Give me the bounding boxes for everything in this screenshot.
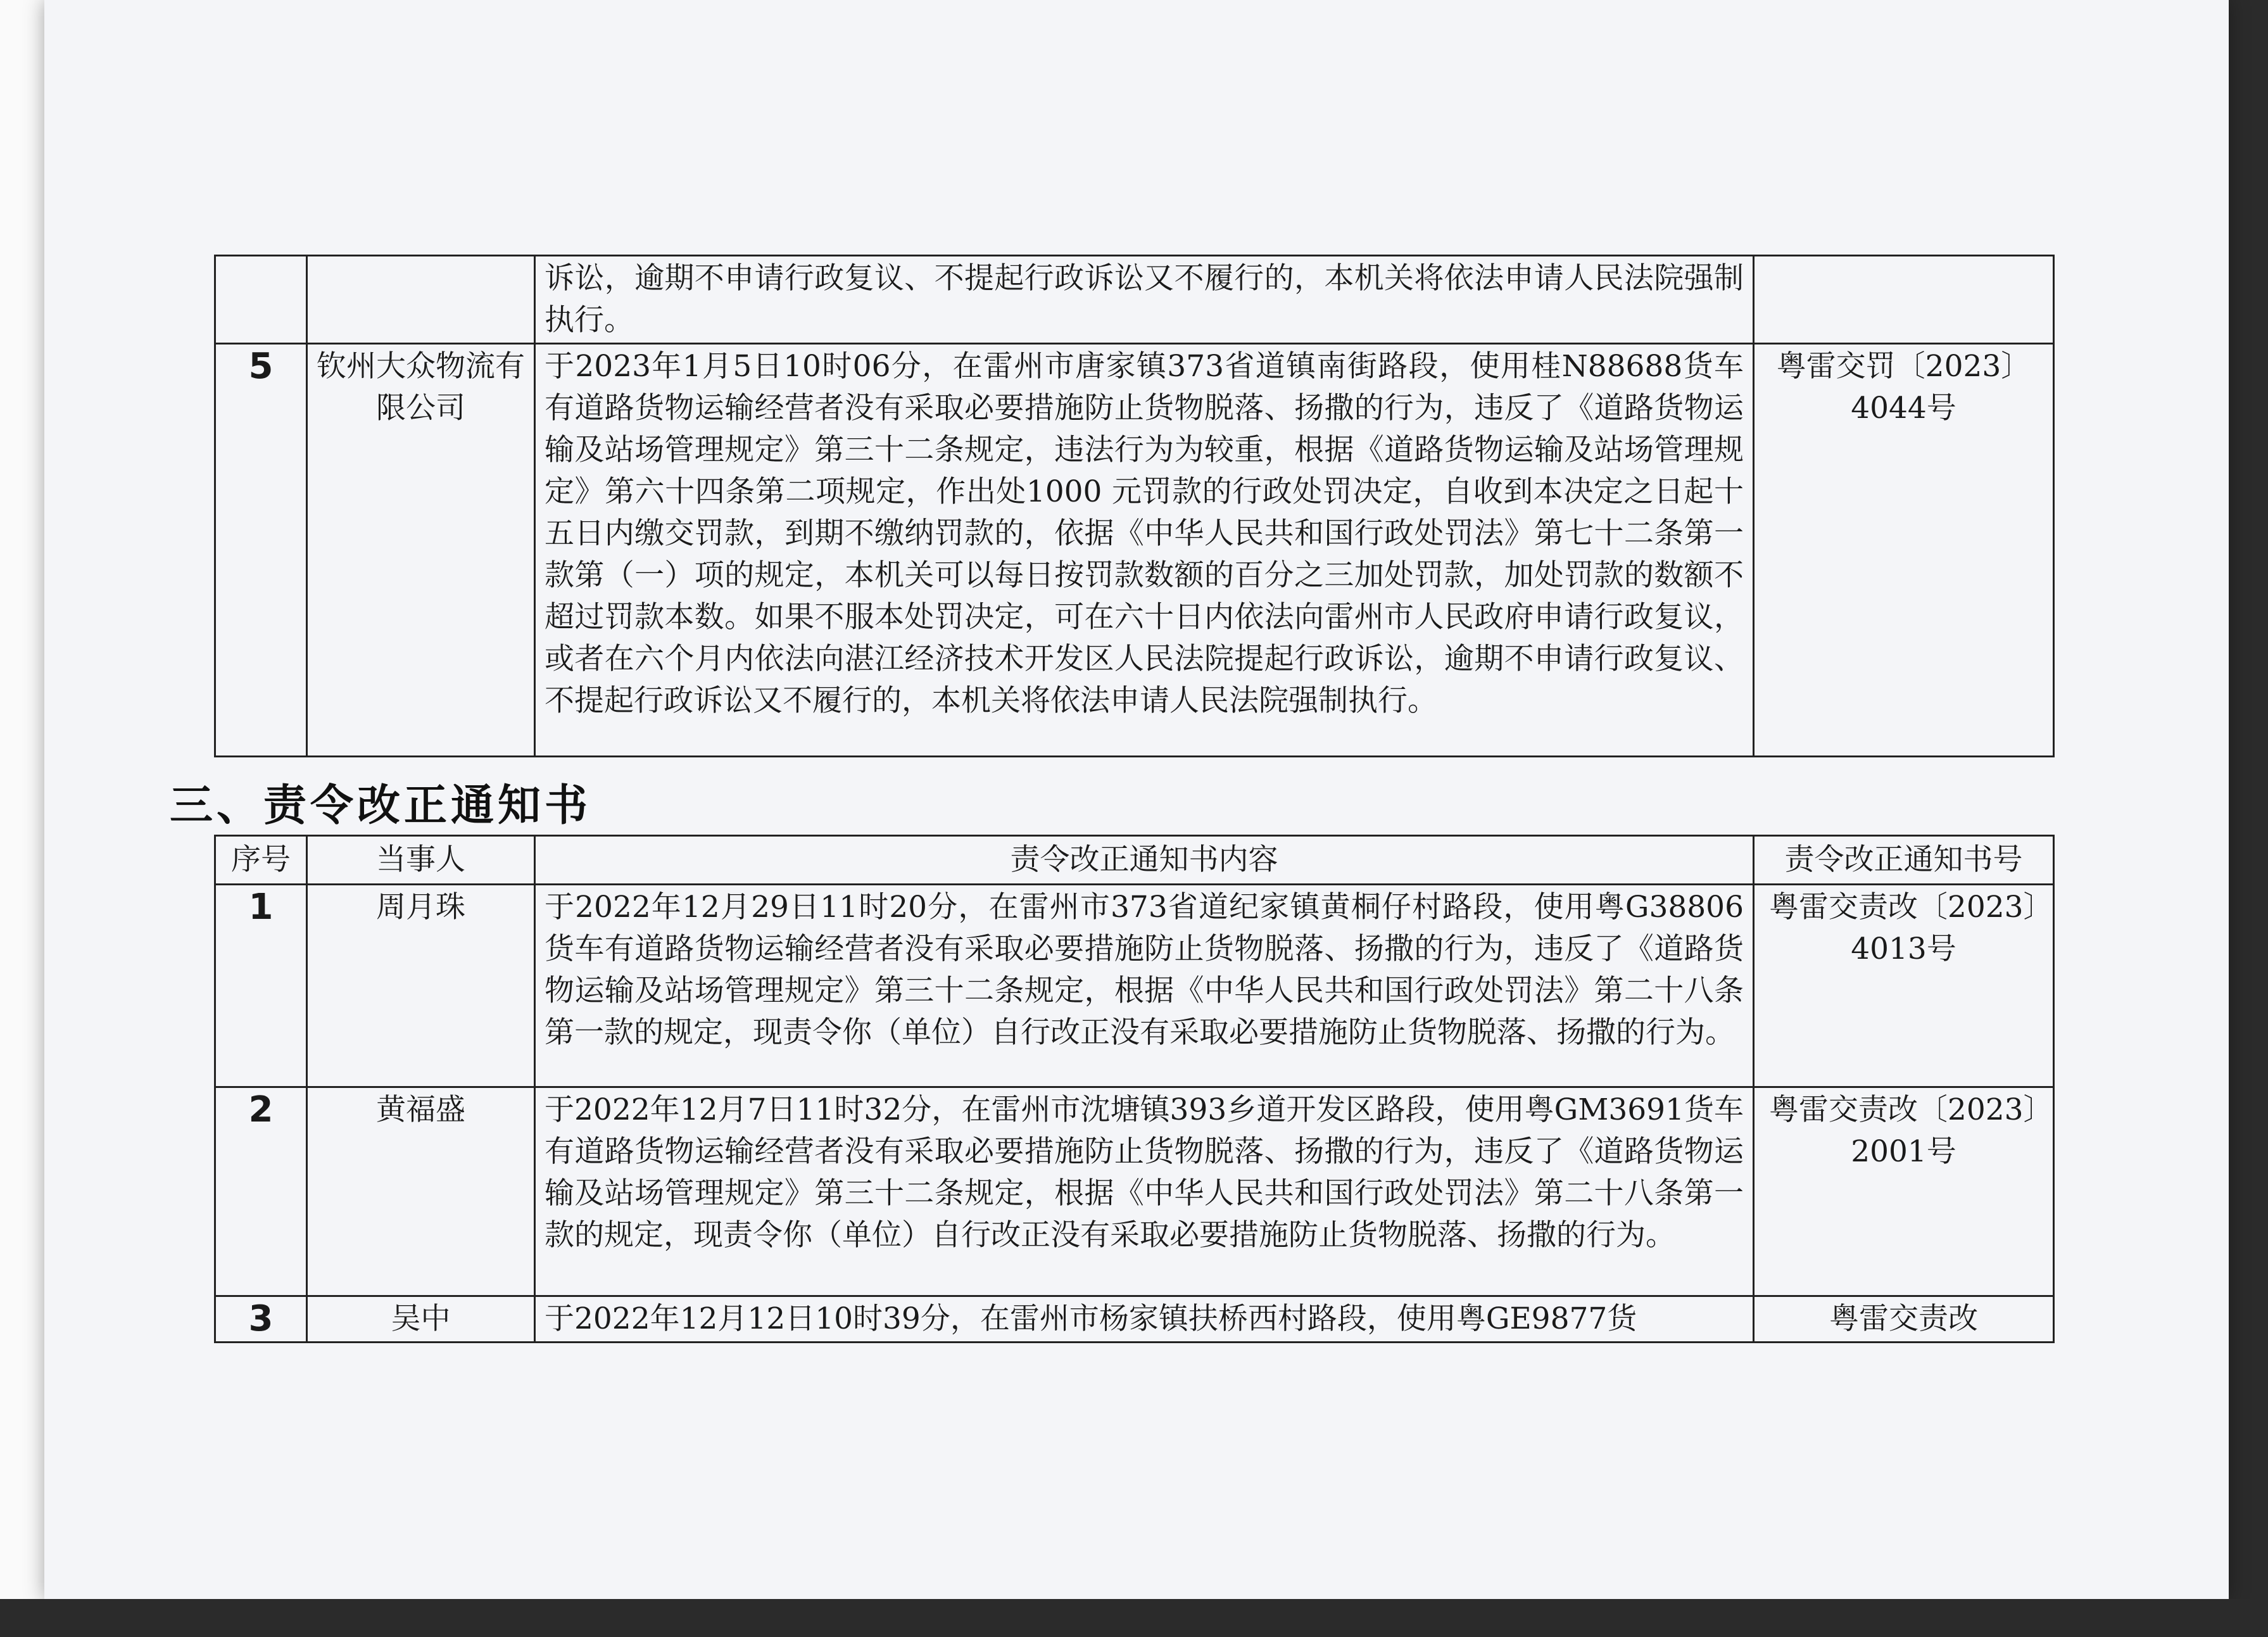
row-number: 2	[215, 1087, 307, 1296]
row-number: 1	[215, 885, 307, 1087]
row-number: 3	[215, 1296, 307, 1343]
party-name: 钦州大众物流有限公司	[307, 344, 535, 757]
notice-document-number: 粤雷交责改〔2023〕2001号	[1754, 1087, 2054, 1296]
scan-bottom-border	[0, 1599, 2268, 1637]
party-name: 吴中	[307, 1296, 535, 1343]
penalty-content: 诉讼，逾期不申请行政复议、不提起行政诉讼又不履行的，本机关将依法申请人民法院强制执行。	[535, 256, 1754, 344]
header-number: 序号	[215, 836, 307, 885]
table-row	[215, 1296, 2054, 1343]
row-number	[215, 256, 307, 344]
row-number: 5	[215, 344, 307, 757]
notice-document-number: 粤雷交责改	[1754, 1296, 2054, 1343]
penalty-content: 于2023年1月5日10时06分，在雷州市唐家镇373省道镇南街路段，使用桂N88688货车有道路货物运输经营者没有采取必要措施防止货物脱落、扬撒的行为，违反了《道路货物运输及站场管理规定》第三十二条规定，违法行为为较重，根据《道路货物运输及站场管理规定》第六十四条第二项规定，作出处1000 元罚款的行政处罚决定，自收到本决定之日起十五日内缴交罚款，到期不缴纳罚款的，依据《中华人民共和国行政处罚法》第七十二条第一款第（一）项的规定，本机关可以每日按罚款数额的百分之三加处罚款，加处罚款的数额不超过罚款本数。如果不服本处罚决定，可在六十日内依法向雷州市人民政府申请行政复议，或者在六个月内依法向湛江经济技术开发区人民法院提起行政诉讼，逾期不申请行政复议、不提起行政诉讼又不履行的，本机关将依法申请人民法院强制执行。	[535, 344, 1754, 757]
table-row	[215, 344, 2054, 757]
notice-content: 于2022年12月12日10时39分，在雷州市杨家镇扶桥西村路段，使用粤GE9877货	[535, 1296, 1754, 1343]
header-content: 责令改正通知书内容	[535, 836, 1754, 885]
table-header-row	[215, 836, 2054, 885]
scan-left-margin	[0, 0, 44, 1637]
notice-content: 于2022年12月7日11时32分，在雷州市沈塘镇393乡道开发区路段，使用粤GM3691货车有道路货物运输经营者没有采取必要措施防止货物脱落、扬撒的行为，违反了《道路货物运输及站场管理规定》第三十二条规定，根据《中华人民共和国行政处罚法》第二十八条第一款的规定，现责令你（单位）自行改正没有采取必要措施防止货物脱落、扬撒的行为。	[535, 1087, 1754, 1296]
table-row	[215, 885, 2054, 1087]
section-title: 三、责令改正通知书	[170, 781, 592, 831]
party-name: 周月珠	[307, 885, 535, 1087]
party-name: 黄福盛	[307, 1087, 535, 1296]
table-row	[215, 256, 2054, 344]
penalty-document-number	[1754, 256, 2054, 344]
rectification-notice-table	[214, 835, 2055, 1343]
table-row	[215, 1087, 2054, 1296]
penalty-decision-table	[214, 255, 2055, 757]
party-name	[307, 256, 535, 344]
notice-document-number: 粤雷交责改〔2023〕4013号	[1754, 885, 2054, 1087]
penalty-document-number: 粤雷交罚〔2023〕4044号	[1754, 344, 2054, 757]
header-party: 当事人	[307, 836, 535, 885]
notice-content: 于2022年12月29日11时20分，在雷州市373省道纪家镇黄桐仔村路段，使用粤G38806货车有道路货物运输经营者没有采取必要措施防止货物脱落、扬撒的行为，违反了《道路货物运输及站场管理规定》第三十二条规定，根据《中华人民共和国行政处罚法》第二十八条第一款的规定，现责令你（单位）自行改正没有采取必要措施防止货物脱落、扬撒的行为。	[535, 885, 1754, 1087]
header-notice-number: 责令改正通知书号	[1754, 836, 2054, 885]
